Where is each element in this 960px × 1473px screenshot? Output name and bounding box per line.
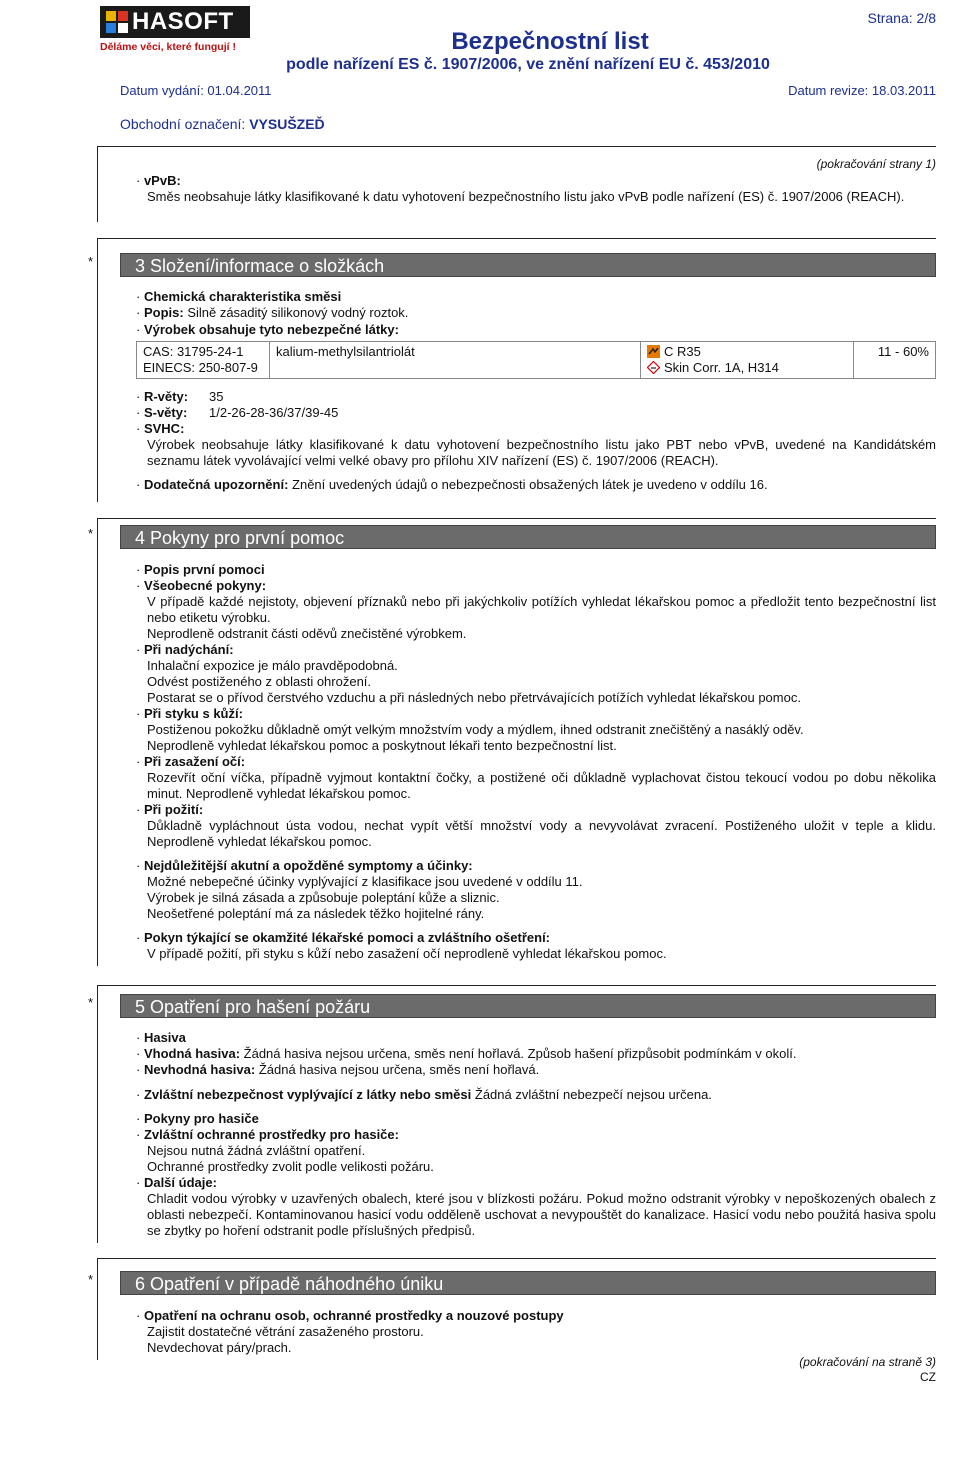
corrosive-icon (647, 345, 660, 358)
inhalation-3: Postarat se o přívod čerstvého vzduchu a při následných nebo přetrvávajících potížích vyhledat lékařskou pomoc. (147, 690, 801, 705)
change-marker: * (88, 254, 94, 269)
suitable-media: · Vhodná hasiva: Žádná hasiva nejsou určena, směs není hořlavá. Způsob hašení přizpůsobit podmínkám v okolí. (136, 1046, 797, 1061)
inhalation-1: Inhalační expozice je málo pravděpodobná. (147, 658, 398, 673)
continuation-bottom: (pokračování na straně 3) (799, 1355, 936, 1369)
chem-characteristics: · Chemická charakteristika směsi (136, 289, 342, 304)
symptoms-2: Výrobek je silná zásada a způsobuje poleptání kůže a sliznic. (147, 890, 500, 905)
personal-precautions-1: Zajistit dostatečné větrání zasaženého prostoru. (147, 1324, 424, 1339)
protective-equipment-2: Ochranné prostředky zvolit podle velikosti požáru. (147, 1159, 434, 1174)
margin-line (97, 1258, 98, 1360)
cas-number: CAS: 31795-24-1 (143, 344, 244, 359)
classification-2: Skin Corr. 1A, H314 (647, 360, 847, 376)
cell-classification (641, 342, 854, 379)
change-marker: * (88, 526, 94, 541)
cell-name: kalium-methylsilantriolát (270, 342, 641, 379)
r-phrases: · R-věty: 35 (136, 389, 224, 404)
firefighter-advice: · Pokyny pro hasiče (136, 1111, 259, 1126)
cell-ids (137, 342, 270, 379)
trade-name-line (120, 116, 325, 132)
unsuitable-media: · Nevhodná hasiva: Žádná hasiva nejsou určena, směs není hořlavá. (136, 1062, 540, 1077)
popis-line: · Popis: Silně zásaditý silikonový vodný roztok. (136, 305, 409, 320)
margin-line (97, 146, 98, 222)
other-info-label: · Další údaje: (136, 1175, 217, 1190)
margin-line (97, 518, 98, 966)
document-subtitle: podle nařízení ES č. 1907/2006, ve znění nařízení EU č. 453/2010 (286, 56, 770, 73)
margin-line (97, 238, 98, 502)
svhc-text: Výrobek neobsahuje látky klasifikované k datu vyhotovení bezpečnostního listu jako PBT nebo vPvB, uvedené na Kandidátském seznamu látek vyvolávající velmi velké obavy pro přílohu XIV nařízení (ES) č. 1907/2006 (REACH). (147, 437, 936, 468)
margin-line (97, 985, 98, 1243)
section-6-heading: 6 Opatření v případě náhodného úniku (120, 1271, 936, 1295)
protective-equipment-1: Nejsou nutná žádná zvláštní opatření. (147, 1143, 366, 1158)
eye-contact-label: · Při zasažení očí: (136, 754, 246, 769)
vpvb-heading: · vPvB: (136, 173, 181, 188)
personal-precautions-label: · Opatření na ochranu osob, ochranné prostředky a nouzové postupy (136, 1308, 564, 1323)
svhc-label: · SVHC: (136, 421, 185, 436)
symptoms-3: Neošetřené poleptání má za následek těžko hojitelné rány. (147, 906, 485, 921)
medical-attention-1: V případě požití, při styku s kůží nebo zasažení očí neprodleně vyhledat lékařskou pomoc. (147, 946, 667, 961)
section-divider (97, 518, 936, 519)
section-divider (97, 238, 936, 239)
section-5-heading: 5 Opatření pro hašení požáru (120, 994, 936, 1018)
general-instructions-text-2: Neprodleně odstranit části oděvů znečistěné výrobkem. (147, 626, 467, 641)
revision-date: Datum revize: 18.03.2011 (788, 83, 936, 98)
issue-date: Datum vydání: 01.04.2011 (120, 83, 272, 98)
personal-precautions-2: Nevdechovat páry/prach. (147, 1340, 292, 1355)
logo-slogan: Děláme věci, které fungují ! (100, 41, 236, 53)
special-hazards: · Zvláštní nebezpečnost vyplývající z látky nebo směsi Žádná zvláštní nebezpečí nejsou určena. (136, 1087, 712, 1102)
continuation-top: (pokračování strany 1) (816, 157, 936, 171)
extinguishing-media: · Hasiva (136, 1030, 186, 1045)
trade-name-label: Obchodní označení: (120, 116, 246, 132)
logo-text: HASOFT (132, 8, 234, 35)
hazardous-substances-table (136, 341, 936, 379)
inhalation-2: Odvést postiženého z oblasti ohrožení. (147, 674, 372, 689)
other-info-text: Chladit vodou výrobky v uzavřených obalech, které jsou v blízkosti požáru. Pokud možno odstranit výrobky v nepoškozených obalech z oblasti nebezpečí. Kontaminovanou hasicí vodu odděleně uschovat a nevypouštět do kanalizace. Hasicí vodu nebo použitá hasiva spolu se zbytky po hoření odstranit podle příslušných předpisů. (147, 1191, 936, 1238)
cell-percent: 11 - 60% (854, 342, 936, 379)
general-instructions-label: · Všeobecné pokyny: (136, 578, 267, 593)
first-aid-description: · Popis první pomoci (136, 562, 265, 577)
ingestion-1: Důkladně vypláchnout ústa vodou, nechat vypít větší množství vody a nevyvolávat zvracení. Postiženého uložit v teple a klidu. Neprodleně vyhledat lékařskou pomoc. (147, 818, 936, 849)
section-divider (97, 985, 936, 986)
section-divider (97, 1258, 936, 1259)
section-3-heading: 3 Složení/informace o složkách (120, 253, 936, 277)
change-marker: * (88, 1272, 94, 1287)
skin-contact-label: · Při styku s kůží: (136, 706, 243, 721)
additional-notes: · Dodatečná upozornění: Znění uvedených údajů o nebezpečnosti obsažených látek je uvedeno v oddílu 16. (136, 477, 768, 492)
hazardous-label: · Výrobek obsahuje tyto nebezpečné látky: (136, 322, 399, 337)
symptoms-1: Možné nebepečné účinky vyplývající z klasifikace jsou uvedené v oddílu 11. (147, 874, 583, 889)
table-row (137, 342, 936, 379)
s-phrases: · S-věty: 1/2-26-28-36/37/39-45 (136, 405, 339, 420)
classification-1: C R35 (647, 344, 847, 360)
change-marker: * (88, 995, 94, 1010)
ingestion-label: · Při požití: (136, 802, 204, 817)
trade-name: VYSUŠZEĎ (249, 116, 325, 132)
skin-contact-1: Postiženou pokožku důkladně omýt velkým množstvím vody a mýdlem, ihned odstranit znečištěný a nasáklý oděv. (147, 722, 804, 737)
section-4-heading: 4 Pokyny pro první pomoc (120, 525, 936, 549)
header-divider (97, 146, 936, 147)
medical-attention-label: · Pokyn týkající se okamžité lékařské pomoci a zvláštního ošetření: (136, 930, 551, 945)
language-code: CZ (920, 1370, 936, 1384)
page-number: Strana: 2/8 (867, 10, 936, 26)
symptoms-label: · Nejdůležitější akutní a opožděné symptomy a účinky: (136, 858, 473, 873)
protective-equipment-label: · Zvláštní ochranné prostředky pro hasiče: (136, 1127, 399, 1142)
inhalation-label: · Při nadýchání: (136, 642, 234, 657)
einecs-number: EINECS: 250-807-9 (143, 360, 258, 375)
skin-contact-2: Neprodleně vyhledat lékařskou pomoc a poskytnout lékaři tento bezpečnostní list. (147, 738, 617, 753)
vpvb-text: Směs neobsahuje látky klasifikované k datu vyhotovení bezpečnostního listu jako vPvB podle nařízení (ES) č. 1907/2006 (REACH). (147, 189, 905, 204)
eye-contact-1: Rozevřít oční víčka, případně vyjmout kontaktní čočky, a postižené oči důkladně vyplachovat čistou tekoucí vodou po dobu několika minut. Neprodleně vyhledat lékařskou pomoc. (147, 770, 936, 801)
ghs-corrosion-icon (647, 361, 660, 374)
document-title: Bezpečnostní list (451, 28, 649, 55)
general-instructions-text: V případě každé nejistoty, objevení příznaků nebo při jakýchkoliv potížích vyhledat lékařskou pomoc a předložit tento bezpečnostní list nebo etiketu výrobku. (147, 594, 936, 625)
